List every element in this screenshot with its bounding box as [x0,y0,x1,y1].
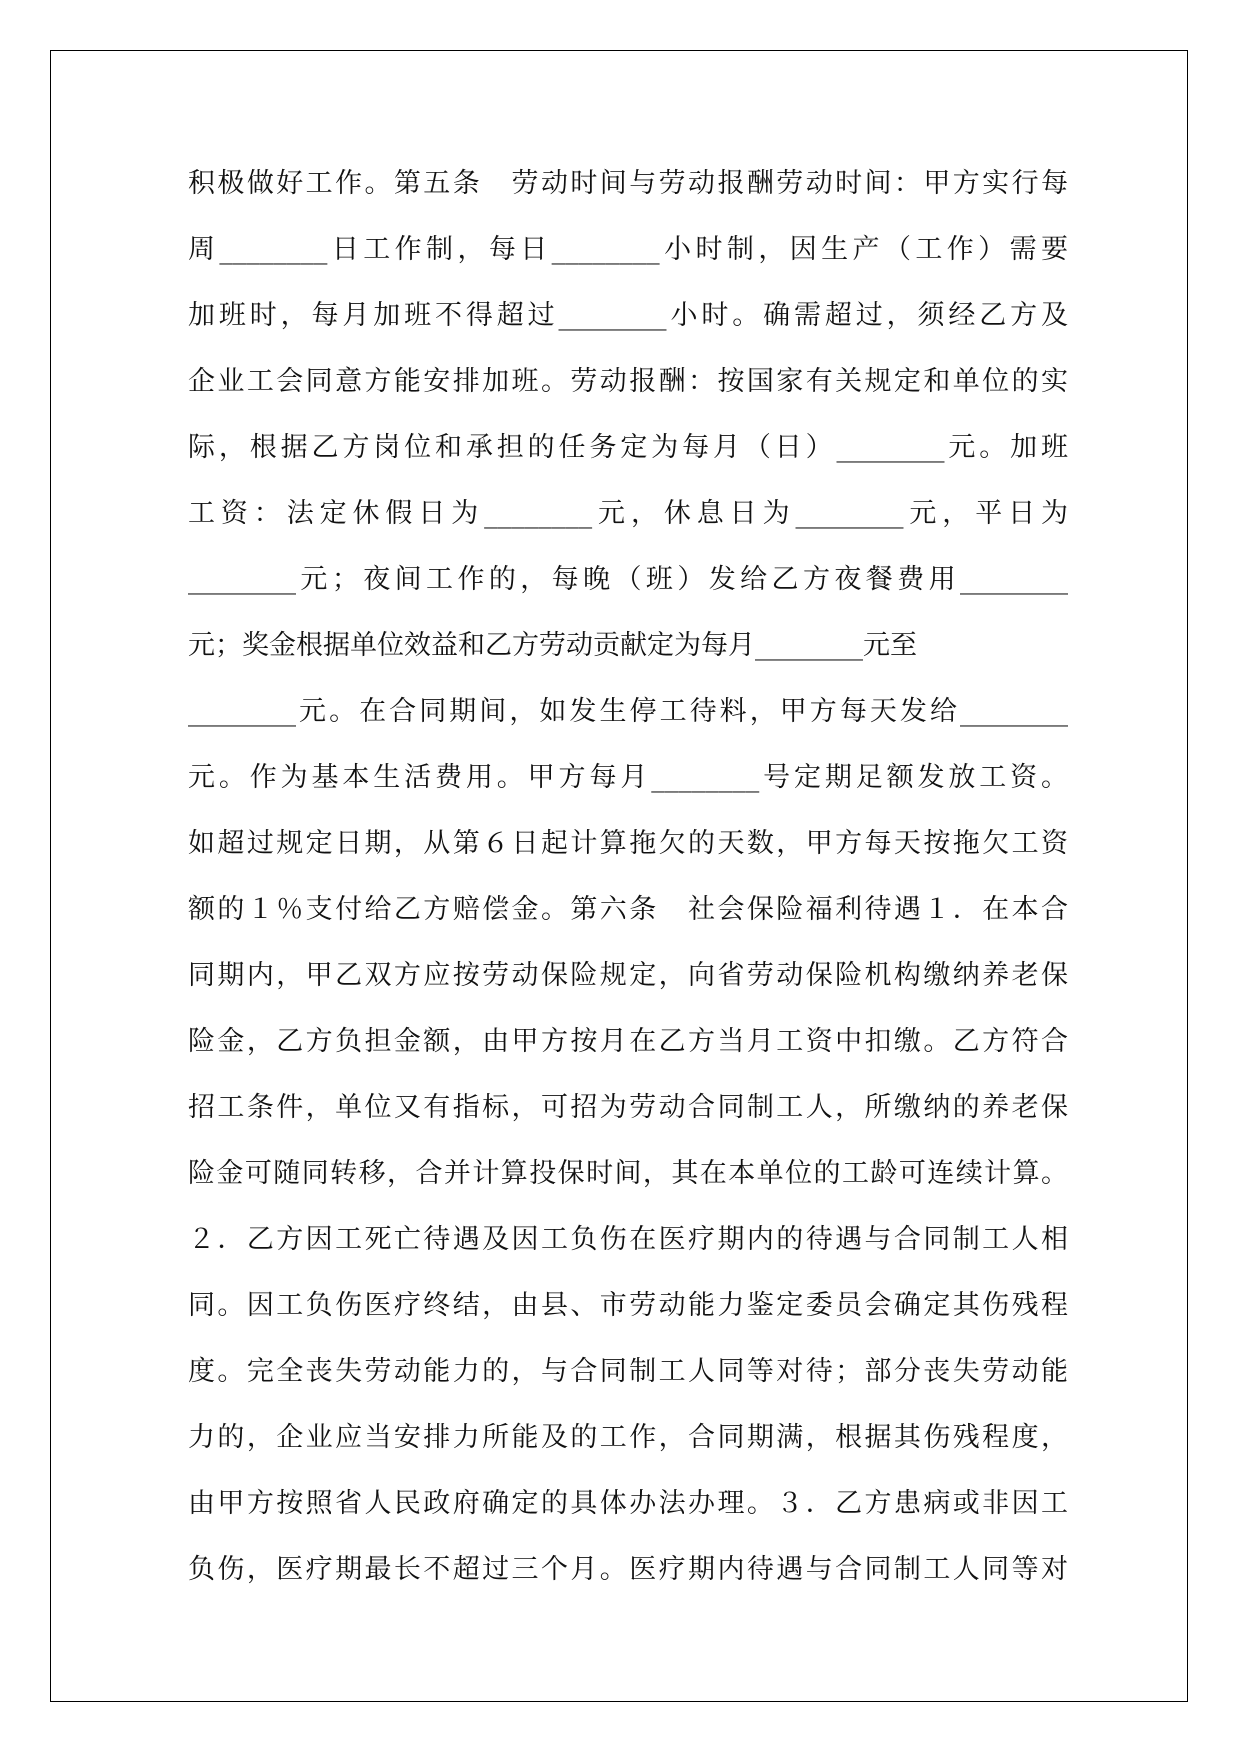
text-line: 如超过规定日期，从第６日起计算拖欠的天数，甲方每天按拖欠工资 [188,828,1068,859]
text-line: 度。完全丧失劳动能力的，与合同制工人同等对待；部分丧失劳动能 [188,1356,1068,1387]
text-line: 工资：法定休假日为________元，休息日为________元，平日为 [188,498,1068,529]
text-line: 负伤，医疗期最长不超过三个月。医疗期内待遇与合同制工人同等对 [188,1554,1068,1585]
text-line: 额的１％支付给乙方赔偿金。第六条 社会保险福利待遇１．在本合 [188,894,1068,925]
text-line: ________元。在合同期间，如发生停工待料，甲方每天发给________ [188,696,1068,727]
text-line: 加班时，每月加班不得超过________小时。确需超过，须经乙方及 [188,300,1068,331]
text-line: 际，根据乙方岗位和承担的任务定为每月（日）________元。加班 [188,432,1068,463]
text-line: 同期内，甲乙双方应按劳动保险规定，向省劳动保险机构缴纳养老保 [188,960,1068,991]
text-line: 险金，乙方负担金额，由甲方按月在乙方当月工资中扣缴。乙方符合 [188,1026,1068,1057]
text-line: 积极做好工作。第五条 劳动时间与劳动报酬劳动时间：甲方实行每 [188,168,1068,199]
text-line: 企业工会同意方能安排加班。劳动报酬：按国家有关规定和单位的实 [188,366,1068,397]
document-body [188,151,1068,1603]
text-line: 周________日工作制，每日________小时制，因生产（工作）需要 [188,234,1068,265]
text-line: ________元；夜间工作的，每晚（班）发给乙方夜餐费用________ [188,564,1068,595]
text-line: ２．乙方因工死亡待遇及因工负伤在医疗期内的待遇与合同制工人相 [188,1224,1068,1255]
text-line: 元。作为基本生活费用。甲方每月________号定期足额发放工资。 [188,762,1068,793]
text-line: 险金可随同转移，合并计算投保时间，其在本单位的工龄可连续计算。 [188,1158,1068,1189]
text-line: 由甲方按照省人民政府确定的具体办法办理。３．乙方患病或非因工 [188,1488,1068,1519]
text-line: 力的，企业应当安排力所能及的工作，合同期满，根据其伤残程度， [188,1422,1068,1453]
text-line: 招工条件，单位又有指标，可招为劳动合同制工人，所缴纳的养老保 [188,1092,1068,1123]
text-line: 同。因工负伤医疗终结，由县、市劳动能力鉴定委员会确定其伤残程 [188,1290,1068,1321]
text-line: 元；奖金根据单位效益和乙方劳动贡献定为每月________元至 [188,630,917,661]
